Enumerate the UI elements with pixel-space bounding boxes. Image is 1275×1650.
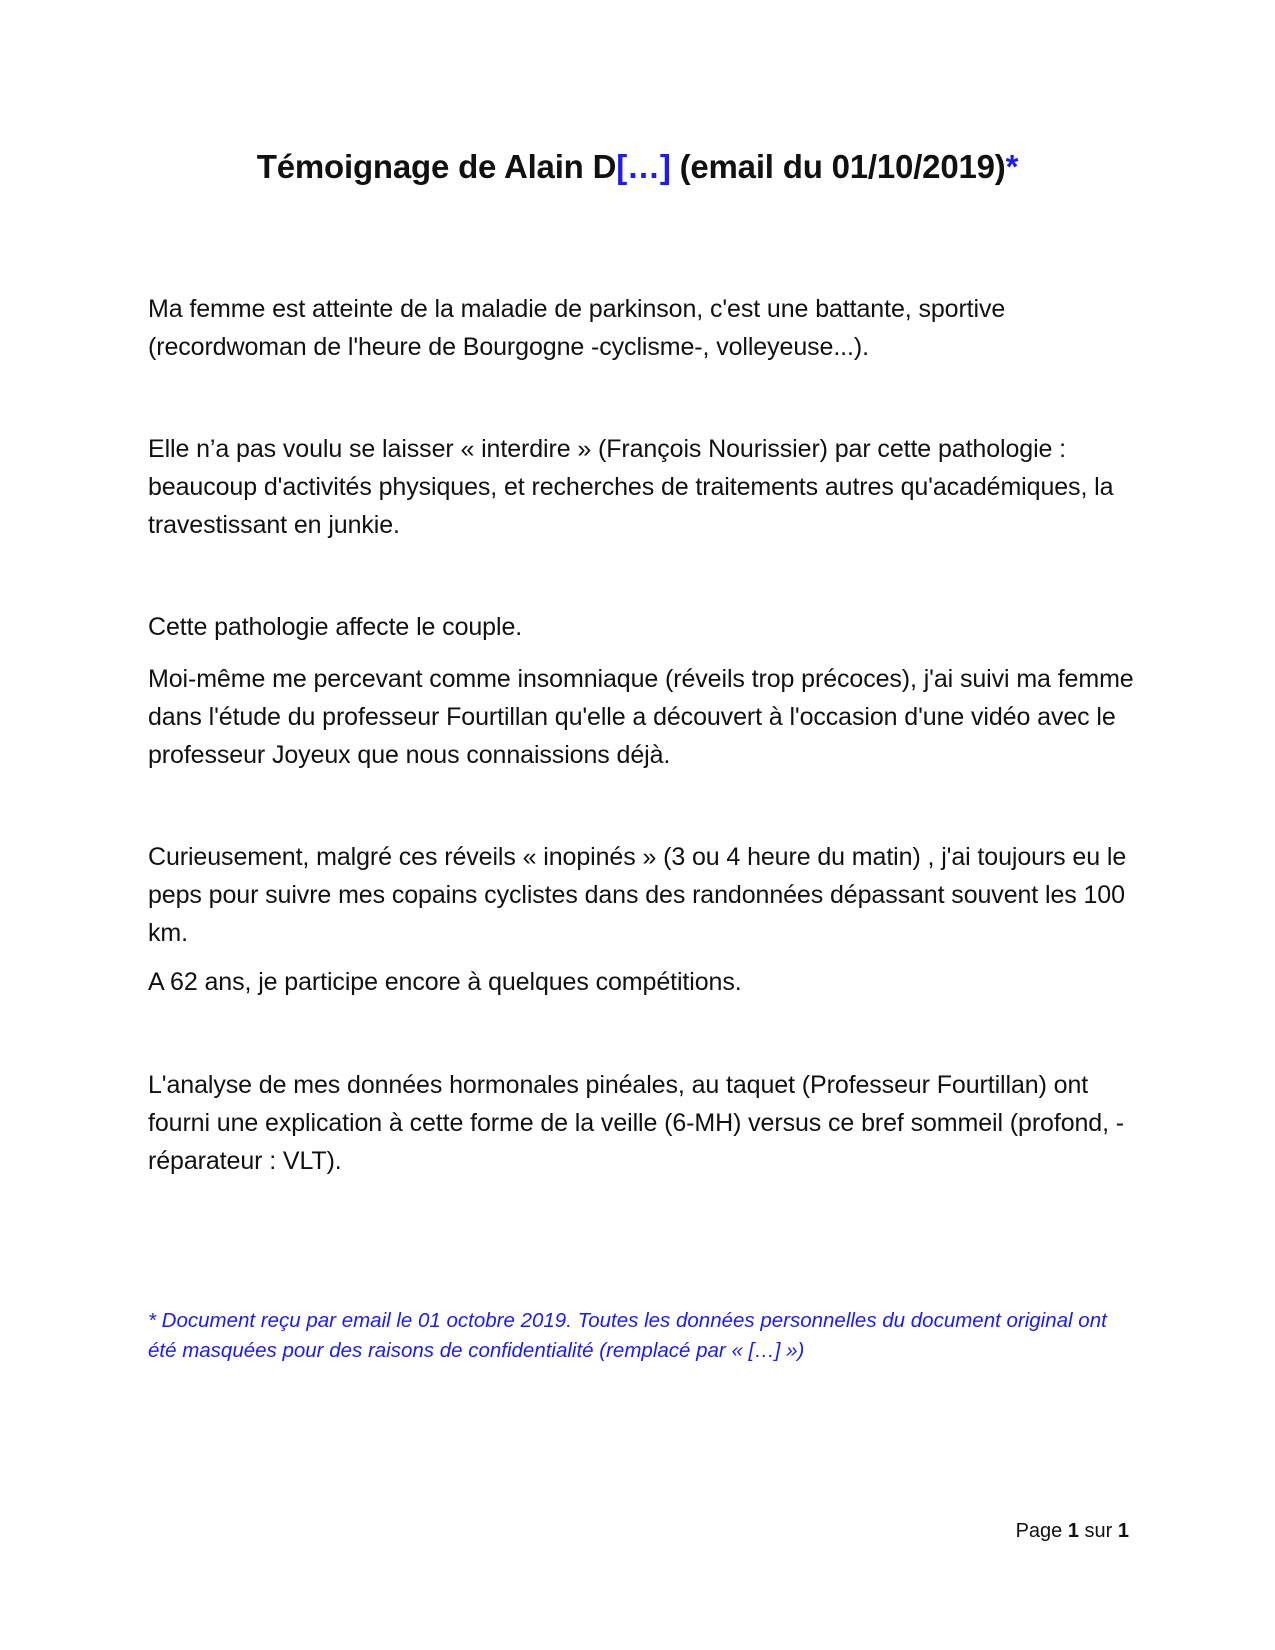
page-prefix: Page: [1015, 1520, 1068, 1542]
document-title: [0, 148, 1275, 186]
page-middle: sur: [1078, 1520, 1118, 1542]
paragraph-intro: Ma femme est atteinte de la maladie de parkinson, c'est une battante, sportive (recordwoman de l'heure de Bourgogne -cyclisme-, volleyeuse...).: [148, 295, 1006, 361]
title-asterisk: *: [1005, 148, 1019, 185]
paragraph-competitions: A 62 ans, je participe encore à quelques compétitions.: [148, 968, 742, 996]
title-email-date: (email du 01/10/2019): [670, 148, 1006, 185]
title-text: Témoignage de Alain D: [256, 148, 617, 185]
page-current: 1: [1067, 1520, 1079, 1542]
paragraph-activities: Elle n’a pas voulu se laisser « interdire » (François Nourissier) par cette pathologie : beaucoup d'activités physiques, et recherches de traitements autres qu'académiques, la travestissant en junkie.: [148, 435, 1114, 539]
paragraph-insomnia: Moi-même me percevant comme insomniaque (réveils trop précoces), j'ai suivi ma femme dans l'étude du professeur Fourtillan qu'elle a découvert à l'occasion d'une vidéo avec le professeur Joyeux que nous connaissions déjà.: [148, 665, 1134, 769]
paragraph-analysis: L'analyse de mes données hormonales pinéales, au taquet (Professeur Fourtillan) ont fourni une explication à cette forme de la veille (6-MH) versus ce bref sommeil (profond, -réparateur : VLT).: [148, 1071, 1125, 1175]
page-total: 1: [1117, 1520, 1129, 1542]
page-number: [1016, 1520, 1129, 1543]
title-redacted-marker: […]: [616, 148, 671, 185]
footnote: * Document reçu par email le 01 octobre 2019. Toutes les données personnelles du document original ont été masquées pour des raisons de confidentialité (remplacé par « […] »): [148, 1309, 1107, 1362]
paragraph-couple: Cette pathologie affecte le couple.: [148, 613, 523, 641]
paragraph-cycling: Curieusement, malgré ces réveils « inopinés » (3 ou 4 heure du matin) , j'ai toujours eu le peps pour suivre mes copains cyclistes dans des randonnées dépassant souvent les 100 km.: [148, 843, 1127, 947]
